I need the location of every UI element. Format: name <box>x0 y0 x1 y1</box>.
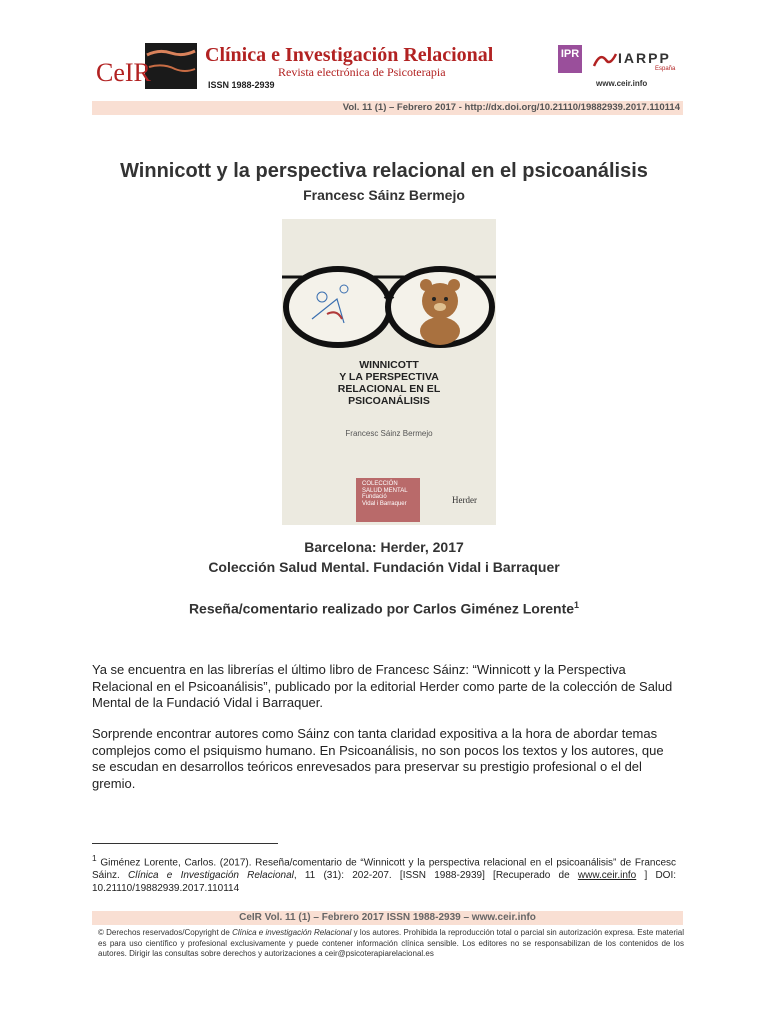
journal-logo-text: CeIR <box>96 58 151 87</box>
footnote-link[interactable]: www.ceir.info <box>577 870 637 882</box>
header-website-link[interactable]: www.ceir.info <box>596 79 648 88</box>
footer-bar-text: CeIR Vol. 11 (1) – Febrero 2017 ISSN 1988-2939 – www.ceir.info <box>239 912 536 923</box>
copyright-email-link[interactable]: ceir@psicoterapiarelacional.es <box>324 949 434 958</box>
glasses-illustration <box>282 219 496 359</box>
journal-subtitle: Revista electrónica de Psicoterapia <box>278 65 446 79</box>
copyright-notice: © Derechos reservados/Copyright de Clínica e investigación Relacional y los autores. Prohibida la reproducción total o parcial sin autorización expresa. Este material es para uso científico y profesional exclusivamente y puede contener información clínica sensible. Los editores no se responsabilizan de los contenidos de los autores. Dirigir las consultas sobre derechos y autorizaciones a ceir@psicoterapiarelacional.es <box>98 928 684 958</box>
header-issn: ISSN 1988-2939 <box>208 80 275 90</box>
cover-publisher: Herder <box>452 495 477 505</box>
ipr-logo: IPR <box>558 45 582 73</box>
review-author-line: Reseña/comentario realizado por Carlos Giménez Lorente$^1$ <box>188 600 580 617</box>
book-cover <box>282 219 496 525</box>
publication-collection: Colección Salud Mental. Fundación Vidal i Barraquer <box>208 559 560 575</box>
cover-title: WINNICOTT Y LA PERSPECTIVA RELACIONAL EN EL PSICOANÁLISIS <box>337 359 441 407</box>
body-paragraph: Ya se encuentra en las librerías el último libro de Francesc Sáinz: “Winnicott y la Perspectiva Relacional en el Psicoanálisis”, publicado por la editorial Herder como parte de la colección de Salud Mental de la Fundació Vidal i Barraquer. <box>92 662 673 710</box>
footnote-marker[interactable]: 1 <box>574 600 580 610</box>
footnote: $^1$ Giménez Lorente, Carlos. (2017). Reseña/comentario de “Winnicott y la perspectiva relacional en el psicoanálisis” de Francesc Sáinz. Clínica e Investigación Relacional, 11 (31): 202-207. [ISSN 1988-2939] [Recuperado de www.ceir.info ] DOI: 10.21110/19882939.2017.110114 <box>92 853 677 895</box>
volume-doi-line[interactable]: Vol. 11 (1) – Febrero 2017 - http://dx.doi.org/10.21110/19882939.2017.110114 <box>342 102 680 113</box>
footnote-divider <box>92 843 278 844</box>
publication-place: Barcelona: Herder, 2017 <box>304 539 464 555</box>
journal-title: Clínica e Investigación Relacional <box>205 44 494 66</box>
body-paragraph: Sorprende encontrar autores como Sáinz con tanta claridad expositiva a la hora de abordar temas complejos como el psiquismo humano. En Psicoanálisis, no son pocos los textos y los autores, que se escudan en desarrollos teóricos enrevesados para preservar su prestigio profesional o el del gremio. <box>92 726 664 791</box>
iarpp-logo-text: IARPP <box>618 50 671 66</box>
journal-logo-image <box>145 43 197 89</box>
article-title: Winnicott y la perspectiva relacional en el psicoanálisis <box>120 160 648 182</box>
iarpp-logo-subtext: España <box>655 66 676 72</box>
cover-author: Francesc Sáinz Bermejo <box>345 429 433 438</box>
article-author: Francesc Sáinz Bermejo <box>303 187 465 203</box>
cover-collection-text: COLECCIÓN SALUD MENTAL Fundació Vidal i Barraquer <box>362 481 408 507</box>
